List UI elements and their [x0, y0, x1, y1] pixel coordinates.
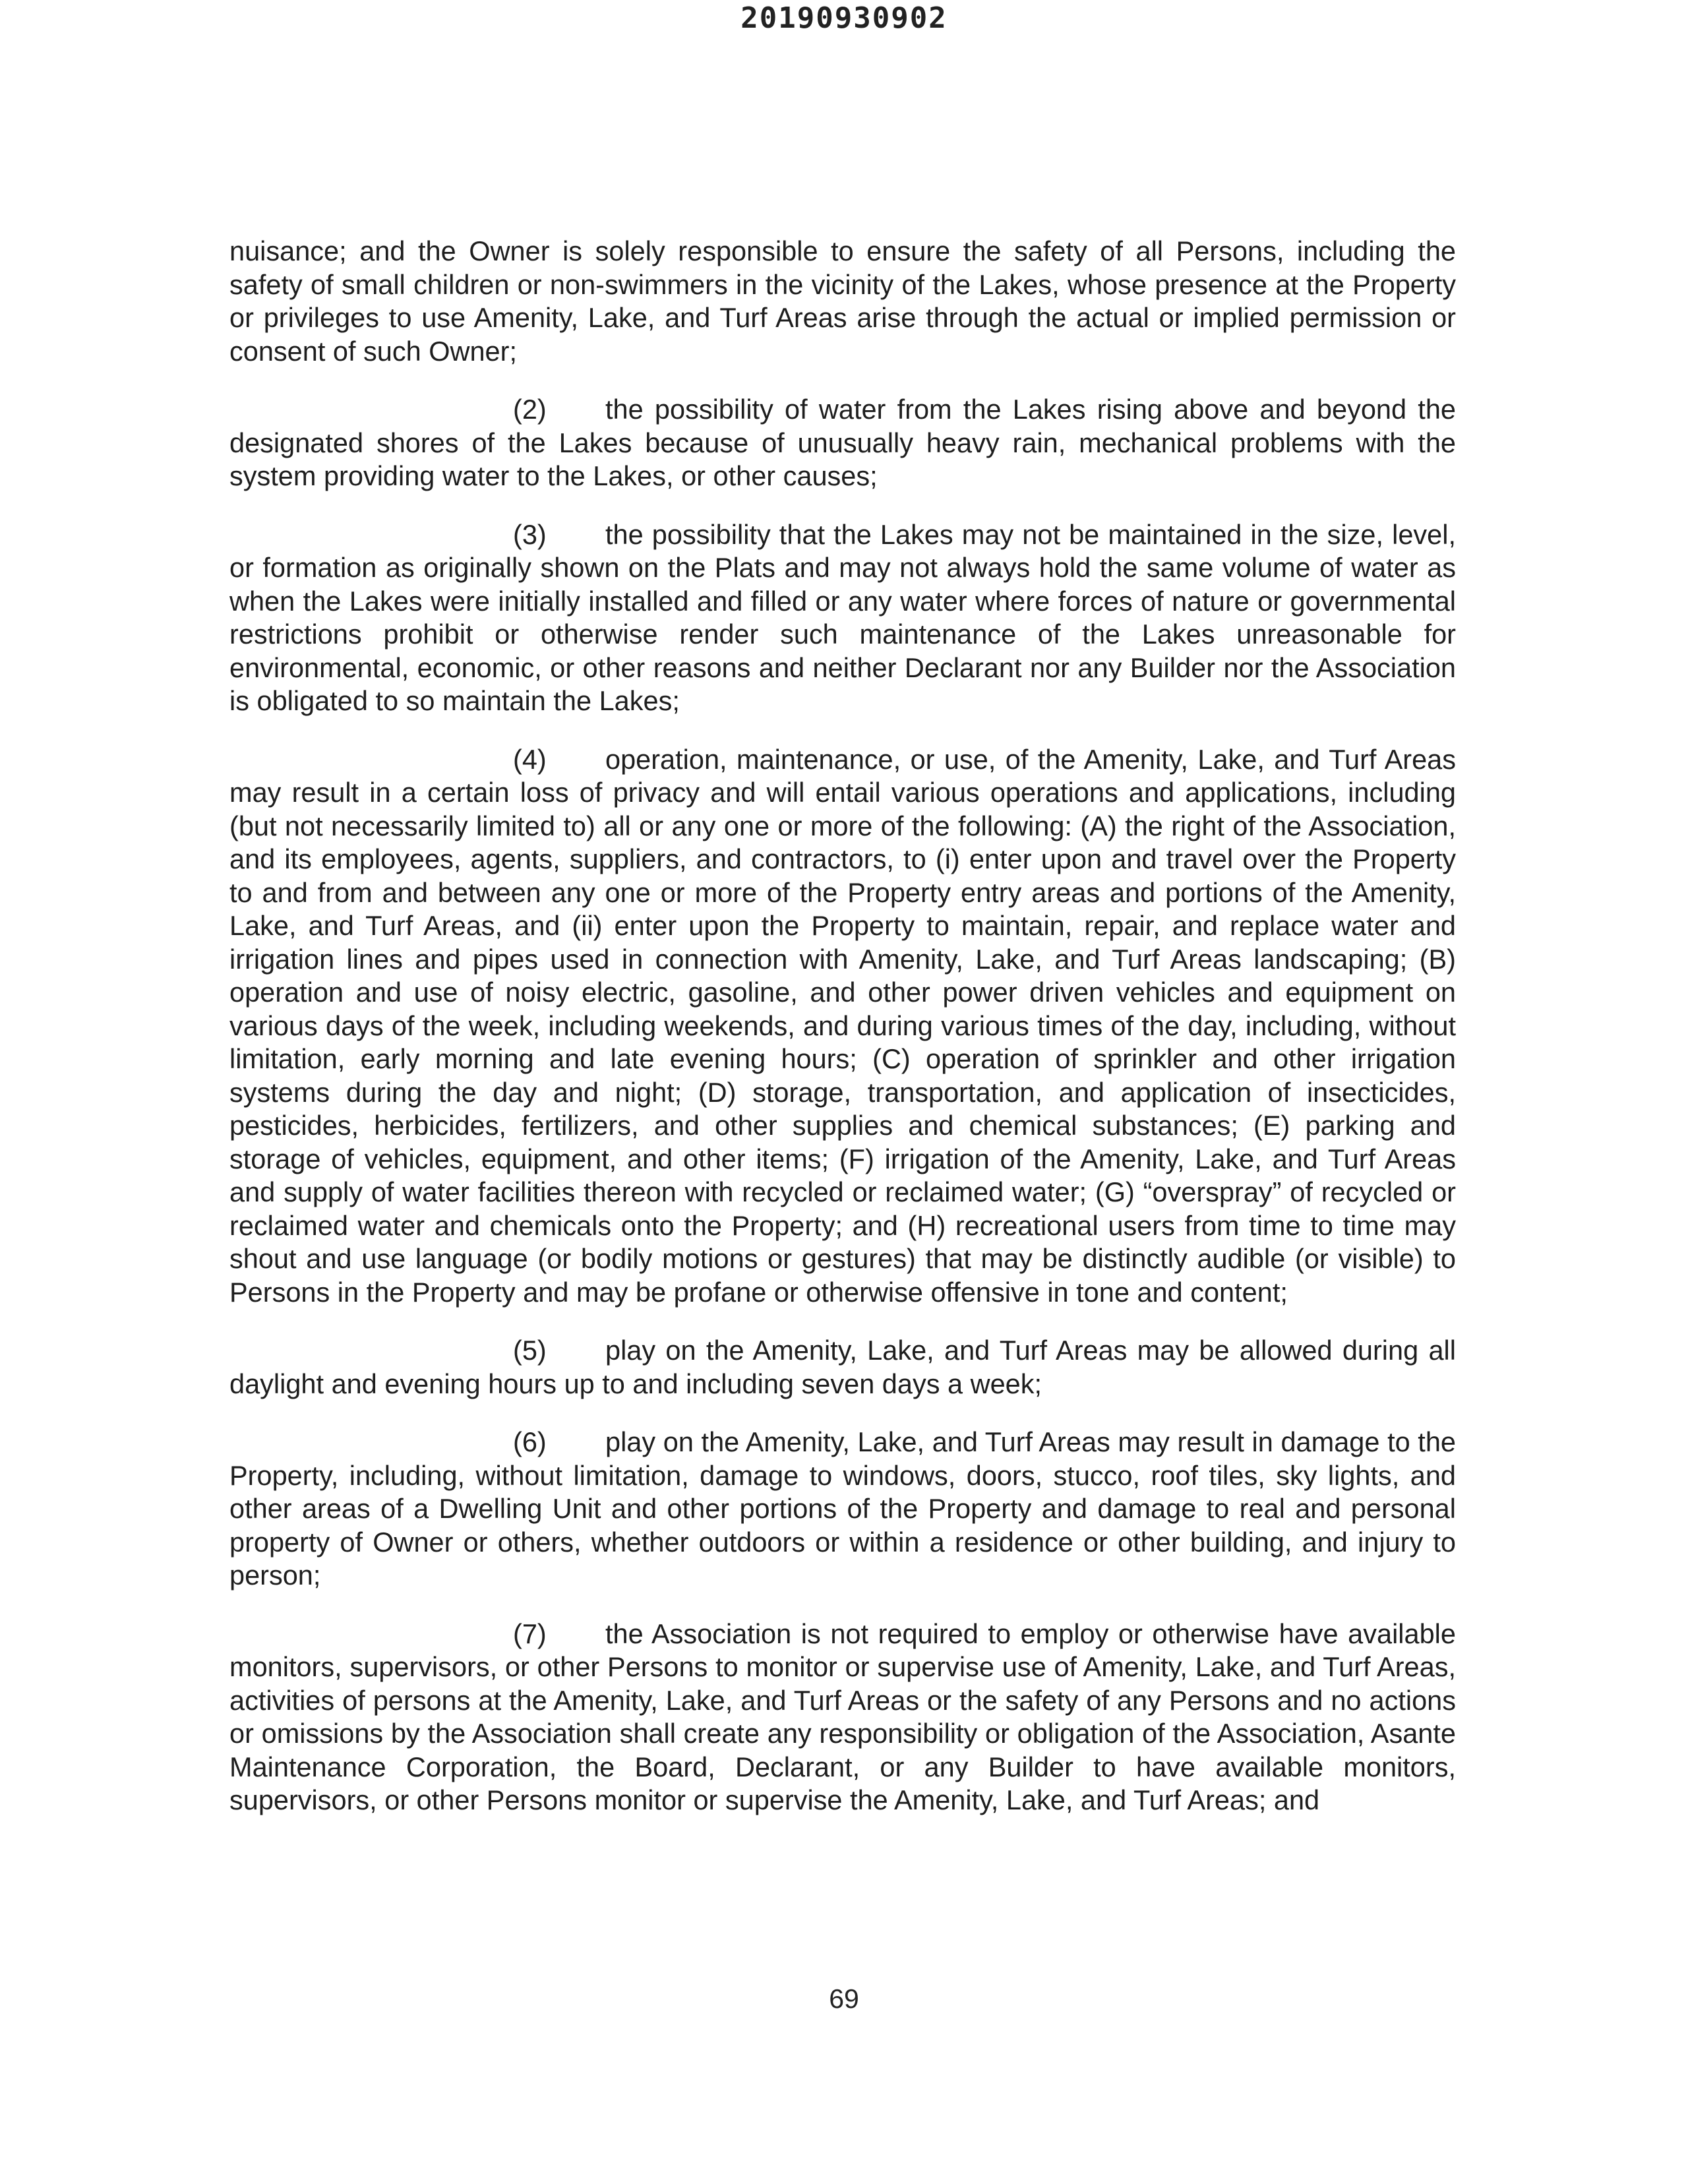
- paragraph-item-3: [229, 518, 1456, 718]
- paragraph-text: the possibility of water from the Lakes rising above and beyond the designated shores of the Lakes because of unusually heavy rain, mechanical problems with the system providing water to the Lakes, or other causes;: [229, 394, 1456, 491]
- item-number: (4): [513, 743, 547, 775]
- item-number: (2): [513, 394, 547, 425]
- paragraph-text: the possibility that the Lakes may not be maintained in the size, level, or formation as originally shown on the Plats and may not always hold the same volume of water as when the Lakes were initially installed and filled or any water where forces of nature or governmental restrictions prohibit or otherwise render such maintenance of the Lakes unreasonable for environmental, economic, or other reasons and neither Declarant nor any Builder nor the Association is obligated to so maintain the Lakes;: [229, 518, 1456, 716]
- paragraph-text: operation, maintenance, or use, of the Amenity, Lake, and Turf Areas may result in a certain loss of privacy and will entail various operations and applications, including (but not necessarily limited to) all or any one or more of the following: (A) the right of the Association, and its employees, agents, suppliers, and contractors, to (i) enter upon and travel over the Property to and from and between any one or more of the Property entry areas and portions of the Amenity, Lake, and Turf Areas, and (ii) enter upon the Property to maintain, repair, and replace water and irrigation lines and pipes used in connection with Amenity, Lake, and Turf Areas landscaping; (B) operation and use of noisy electric, gasoline, and other power driven vehicles and equipment on various days of the week, including weekends, and during various times of the day, including, without limitation, early morning and late evening hours; (C) operation of sprinkler and other irrigation systems during the day and night; (D) storage, transportation, and application of insecticides, pesticides, herbicides, fertilizers, and other supplies and chemical substances; (E) parking and storage of vehicles, equipment, and other items; (F) irrigation of the Amenity, Lake, and Turf Areas and supply of water facilities thereon with recycled or reclaimed water; (G) “overspray” of recycled or reclaimed water and chemicals onto the Property; and (H) recreational users from time to time may shout and use language (or bodily motions or gestures) that may be distinctly audible (or visible) to Persons in the Property and may be profane or otherwise offensive in tone and content;: [229, 743, 1456, 1308]
- item-number: (5): [513, 1335, 547, 1366]
- paragraph-item-2: [229, 393, 1456, 493]
- paragraph-item-6: [229, 1426, 1456, 1592]
- paragraph-item-4: [229, 743, 1456, 1310]
- paragraph-item-5: [229, 1334, 1456, 1401]
- paragraph-text: play on the Amenity, Lake, and Turf Areas may be allowed during all daylight and evening hours up to and including seven days a week;: [229, 1335, 1456, 1399]
- item-number: (3): [513, 518, 547, 550]
- paragraph-text: nuisance; and the Owner is solely responsible to ensure the safety of all Persons, including the safety of small children or non-swimmers in the vicinity of the Lakes, whose presence at the Property or privileges to use Amenity, Lake, and Turf Areas arise through the actual or implied permission or consent of such Owner;: [229, 235, 1456, 367]
- item-number: (7): [513, 1618, 547, 1649]
- paragraph-item-7: [229, 1618, 1456, 1817]
- document-number: 20190930902: [740, 1, 948, 35]
- paragraph-continuation: [229, 235, 1456, 368]
- page-number: 69: [829, 1984, 859, 2014]
- paragraph-text: play on the Amenity, Lake, and Turf Areas may result in damage to the Property, including, without limitation, damage to windows, doors, stucco, roof tiles, sky lights, and other areas of a Dwelling Unit and other portions of the Property and damage to real and personal property of Owner or others, whether outdoors or within a residence or other building, and injury to person;: [229, 1426, 1456, 1591]
- paragraph-text: the Association is not required to employ or otherwise have available monitors, supervisors, or other Persons to monitor or supervise use of Amenity, Lake, and Turf Areas, activities of persons at the Amenity, Lake, and Turf Areas or the safety of any Persons and no actions or omissions by the Association shall create any responsibility or obligation of the Association, Asante Maintenance Corporation, the Board, Declarant, or any Builder to have available monitors, supervisors, or other Persons monitor or supervise the Amenity, Lake, and Turf Areas; and: [229, 1618, 1456, 1815]
- document-body: [229, 235, 1456, 1842]
- item-number: (6): [513, 1426, 547, 1457]
